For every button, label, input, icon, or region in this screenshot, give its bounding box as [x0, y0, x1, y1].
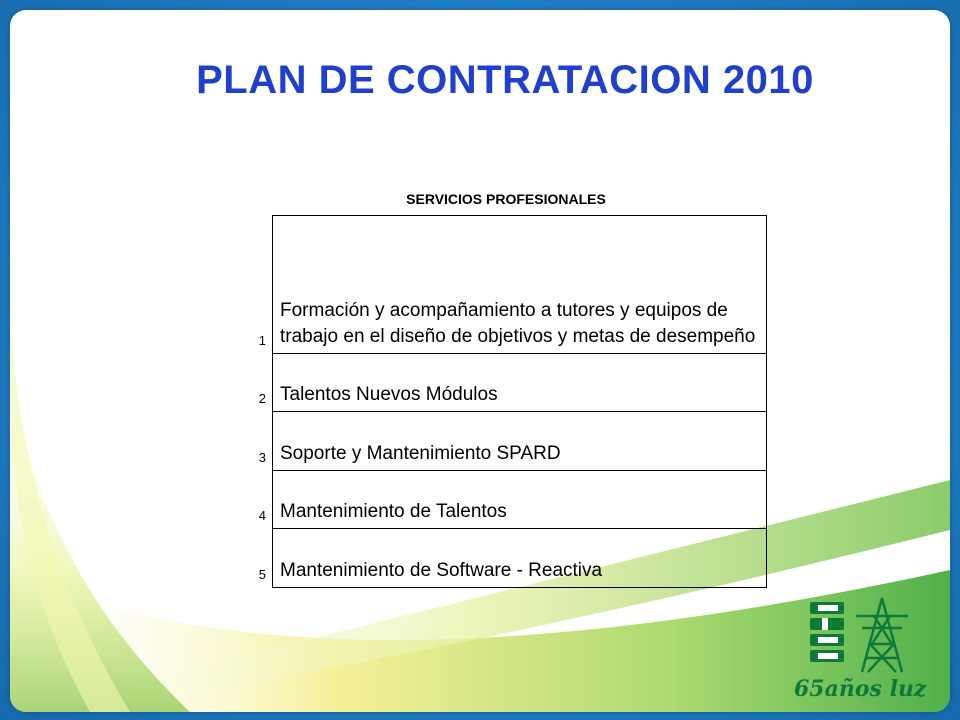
table-row	[236, 529, 767, 588]
table-row	[236, 412, 767, 471]
row-description: Soporte y Mantenimiento SPARD	[273, 412, 767, 471]
table-row	[236, 216, 767, 354]
row-description: Mantenimiento de Software - Reactiva	[273, 529, 767, 588]
row-number: 4	[258, 507, 266, 523]
page-title: PLAN DE CONTRATACION 2010	[196, 58, 814, 102]
company-logo	[792, 594, 932, 704]
power-tower-icon	[792, 594, 932, 674]
row-description: Formación y acompañamiento a tutores y equipos de trabajo en el diseño de objetivos y metas de desempeño	[273, 216, 767, 354]
row-number: 3	[258, 449, 266, 465]
row-number: 2	[258, 390, 266, 406]
section-heading: SERVICIOS PROFESIONALES	[406, 191, 606, 207]
row-description: Mantenimiento de Talentos	[273, 471, 767, 529]
services-table	[236, 215, 767, 588]
row-description: Talentos Nuevos Módulos	[273, 354, 767, 412]
table-row	[236, 471, 767, 529]
logo-tagline: 65años luz	[794, 676, 927, 702]
row-number: 5	[258, 566, 266, 582]
table-row	[236, 354, 767, 412]
row-number: 1	[258, 332, 266, 348]
slide-card	[10, 10, 950, 712]
